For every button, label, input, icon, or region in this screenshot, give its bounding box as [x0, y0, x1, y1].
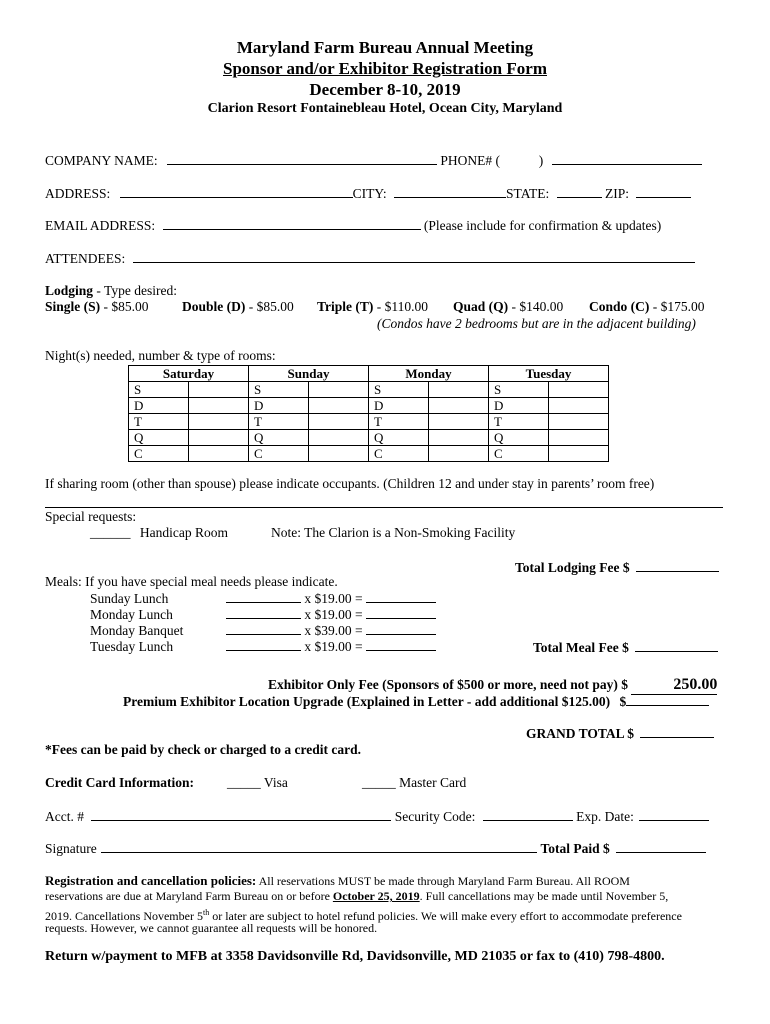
total-meal-row — [533, 639, 718, 656]
quad-label: Quad (Q) — [453, 299, 509, 314]
premium-row — [123, 693, 709, 710]
room-qty-cell[interactable] — [309, 398, 369, 414]
policies-line-1 — [45, 873, 630, 890]
room-code: C — [129, 446, 189, 462]
room-row — [129, 398, 609, 414]
city-label: CITY: — [352, 186, 387, 201]
email-row — [45, 217, 661, 234]
room-qty-cell[interactable] — [429, 446, 489, 462]
non-smoking-note: Note: The Clarion is a Non-Smoking Facility — [271, 525, 516, 540]
total-lodging-row — [515, 559, 719, 576]
lodging-type-text: - Type desired: — [93, 283, 177, 298]
sharing-field[interactable] — [45, 507, 723, 508]
premium-label: Premium Exhibitor Location Upgrade (Explained in Letter - add additional $125.00) — [123, 694, 611, 709]
sharing-note: If sharing room (other than spouse) please indicate occupants. (Children 12 and under stay in parents’ room free) — [45, 476, 655, 491]
lodging-heading — [45, 283, 177, 299]
room-code: T — [369, 414, 429, 430]
condo-note: (Condos have 2 bedrooms but are in the adjacent building) — [377, 316, 696, 331]
total-meal-field[interactable] — [635, 639, 718, 652]
room-qty-cell[interactable] — [549, 382, 609, 398]
room-code: Q — [489, 430, 549, 446]
total-lodging-field[interactable] — [636, 559, 719, 572]
event-location: Clarion Resort Fontainebleau Hotel, Ocean City, Maryland — [207, 101, 563, 116]
room-row — [129, 382, 609, 398]
room-code: T — [129, 414, 189, 430]
triple-label: Triple (T) — [317, 299, 374, 314]
security-label: Security Code: — [394, 809, 476, 824]
meal-price: x $39.00 = — [304, 623, 363, 638]
lodging-label: Lodging — [45, 283, 94, 298]
premium-dollar: $ — [619, 694, 627, 709]
room-code: C — [249, 446, 309, 462]
email-note: (Please include for confirmation & updates) — [423, 218, 662, 233]
room-qty-cell[interactable] — [189, 446, 249, 462]
room-double — [182, 299, 294, 315]
room-code: T — [489, 414, 549, 430]
condo-label: Condo (C) — [589, 299, 650, 314]
acct-row — [45, 808, 709, 825]
meal-name: Sunday Lunch — [90, 591, 169, 606]
meal-name: Tuesday Lunch — [90, 639, 174, 654]
room-qty-cell[interactable] — [309, 414, 369, 430]
room-qty-cell[interactable] — [189, 398, 249, 414]
room-code: Q — [249, 430, 309, 446]
room-code: Q — [129, 430, 189, 446]
address-label: ADDRESS: — [45, 186, 111, 201]
state-label: STATE: — [506, 186, 550, 201]
meal-row — [90, 622, 436, 639]
policies-sup: th — [202, 908, 210, 917]
event-dates: December 8-10, 2019 — [309, 80, 461, 99]
meal-name: Monday Lunch — [90, 607, 173, 622]
policies-title: Registration and cancellation policies: — [45, 873, 257, 888]
day-tuesday: Tuesday — [489, 366, 609, 382]
room-code: S — [369, 382, 429, 398]
day-monday: Monday — [369, 366, 489, 382]
room-qty-cell[interactable] — [189, 382, 249, 398]
room-qty-cell[interactable] — [429, 414, 489, 430]
room-row — [129, 414, 609, 430]
meals-label: Meals: If you have special meal needs please indicate. — [45, 574, 338, 589]
exp-label: Exp. Date: — [576, 809, 634, 824]
room-code: D — [129, 398, 189, 414]
form-title: Maryland Farm Bureau Annual Meeting — [236, 38, 534, 57]
day-sunday: Sunday — [249, 366, 369, 382]
room-code: D — [369, 398, 429, 414]
mastercard-label: Master Card — [399, 775, 467, 790]
email-label: EMAIL ADDRESS: — [45, 218, 156, 233]
room-qty-cell[interactable] — [549, 414, 609, 430]
condo-price: - $175.00 — [649, 299, 705, 314]
exhibitor-fee-label: Exhibitor Only Fee (Sponsors of $500 or more, need not pay) $ — [268, 677, 629, 692]
meal-price: x $19.00 = — [304, 607, 363, 622]
room-qty-cell[interactable] — [429, 382, 489, 398]
phone-field[interactable] — [552, 152, 702, 165]
grand-total-label: GRAND TOTAL $ — [526, 726, 635, 741]
meal-qty-field[interactable] — [226, 606, 301, 619]
phone-label: PHONE# ( — [440, 153, 501, 168]
room-row — [129, 430, 609, 446]
security-field[interactable] — [483, 808, 573, 821]
room-single — [45, 299, 149, 315]
room-quad — [453, 299, 563, 315]
meal-price: x $19.00 = — [304, 591, 363, 606]
nights-table — [128, 365, 609, 462]
zip-field[interactable] — [636, 185, 691, 198]
city-field[interactable] — [394, 185, 506, 198]
meal-amount-field[interactable] — [366, 622, 436, 635]
handicap-row — [90, 525, 228, 541]
handicap-field[interactable]: ______ — [90, 525, 131, 540]
room-code: Q — [369, 430, 429, 446]
policies-text-1: All reservations MUST be made through Maryland Farm Bureau. All ROOM — [256, 874, 630, 888]
nights-header-row — [129, 366, 609, 382]
total-paid-label: Total Paid $ — [540, 841, 610, 856]
grand-total-row — [526, 725, 714, 742]
room-code: T — [249, 414, 309, 430]
room-row — [129, 446, 609, 462]
meal-amount-field[interactable] — [366, 590, 436, 603]
room-code: D — [489, 398, 549, 414]
email-field[interactable] — [163, 217, 421, 230]
meal-amount-field[interactable] — [366, 606, 436, 619]
fees-note: *Fees can be paid by check or charged to a credit card. — [45, 742, 361, 757]
form-subtitle: Sponsor and/or Exhibitor Registration Form — [223, 59, 547, 78]
attendees-row — [45, 250, 695, 267]
double-price: - $85.00 — [245, 299, 294, 314]
policies-text-3b: or later are subject to hotel refund policies. We will make every effort to accommodate preference — [209, 909, 682, 923]
address-row — [45, 185, 691, 202]
room-qty-cell[interactable] — [549, 446, 609, 462]
meal-row — [90, 590, 436, 607]
attendees-label: ATTENDEES: — [45, 251, 126, 266]
single-price: - $85.00 — [100, 299, 149, 314]
meal-row — [90, 638, 436, 655]
triple-price: - $110.00 — [373, 299, 428, 314]
room-code: S — [249, 382, 309, 398]
nights-label: Night(s) needed, number & type of rooms: — [45, 348, 276, 363]
company-label: COMPANY NAME: — [45, 153, 158, 168]
grand-total-field[interactable] — [640, 725, 714, 738]
state-field[interactable] — [557, 185, 602, 198]
room-qty-cell[interactable] — [549, 430, 609, 446]
room-qty-cell[interactable] — [309, 430, 369, 446]
acct-label: Acct. # — [45, 809, 84, 824]
visa-option[interactable] — [227, 775, 288, 791]
room-qty-cell[interactable] — [549, 398, 609, 414]
room-code: S — [489, 382, 549, 398]
meal-qty-field[interactable] — [226, 590, 301, 603]
company-field[interactable] — [167, 152, 437, 165]
acct-field[interactable] — [91, 808, 391, 821]
total-paid-field[interactable] — [616, 840, 706, 853]
premium-field[interactable] — [626, 693, 709, 706]
signature-label: Signature — [45, 841, 97, 856]
room-triple — [317, 299, 428, 315]
day-saturday: Saturday — [129, 366, 249, 382]
exhibitor-fee-value[interactable]: 250.00 — [631, 676, 717, 695]
room-qty-cell[interactable] — [429, 398, 489, 414]
meal-price: x $19.00 = — [304, 639, 363, 654]
room-qty-cell[interactable] — [309, 446, 369, 462]
visa-blank[interactable]: _____ — [227, 775, 261, 790]
room-qty-cell[interactable] — [189, 430, 249, 446]
room-code: C — [369, 446, 429, 462]
room-qty-cell[interactable] — [429, 430, 489, 446]
meal-qty-field[interactable] — [226, 622, 301, 635]
mastercard-option[interactable] — [362, 775, 466, 791]
exp-field[interactable] — [639, 808, 709, 821]
meal-qty-field[interactable] — [226, 638, 301, 651]
reservation-deadline: October 25, 2019 — [332, 889, 420, 903]
meal-name: Monday Banquet — [90, 623, 184, 638]
total-meal-label: Total Meal Fee $ — [533, 640, 629, 655]
room-condo — [589, 299, 705, 315]
special-label: Special requests: — [45, 509, 137, 524]
policies-line-4: requests. However, we cannot guarantee all requests will be honored. — [45, 921, 378, 935]
zip-label: ZIP: — [604, 186, 629, 201]
meal-amount-field[interactable] — [366, 638, 436, 651]
meal-row — [90, 606, 436, 623]
handicap-label: Handicap Room — [139, 525, 228, 540]
room-code: C — [489, 446, 549, 462]
single-label: Single (S) — [45, 299, 101, 314]
credit-label: Credit Card Information: — [45, 775, 194, 790]
company-row — [45, 152, 702, 169]
room-code: D — [249, 398, 309, 414]
room-qty-cell[interactable] — [309, 382, 369, 398]
return-address: Return w/payment to MFB at 3358 Davidsonville Rd, Davidsonville, MD 21035 or fax to (410) 798-4800. — [45, 949, 665, 964]
signature-field[interactable] — [101, 840, 537, 853]
room-code: S — [129, 382, 189, 398]
attendees-field[interactable] — [133, 250, 695, 263]
mastercard-blank[interactable]: _____ — [362, 775, 396, 790]
address-field[interactable] — [120, 185, 353, 198]
quad-price: - $140.00 — [508, 299, 564, 314]
visa-label: Visa — [263, 775, 288, 790]
signature-row — [45, 840, 706, 857]
policies-text-2a: reservations are due at Maryland Farm Bureau on or before — [45, 889, 333, 903]
policies-text-2b: . Full cancellations may be made until November 5, — [419, 889, 669, 903]
double-label: Double (D) — [182, 299, 246, 314]
policies-line-2 — [45, 889, 668, 905]
total-lodging-label: Total Lodging Fee $ — [515, 560, 630, 575]
room-qty-cell[interactable] — [189, 414, 249, 430]
phone-close: ) — [538, 153, 544, 168]
policies-text-3a: 2019. Cancellations November 5 — [45, 909, 203, 923]
